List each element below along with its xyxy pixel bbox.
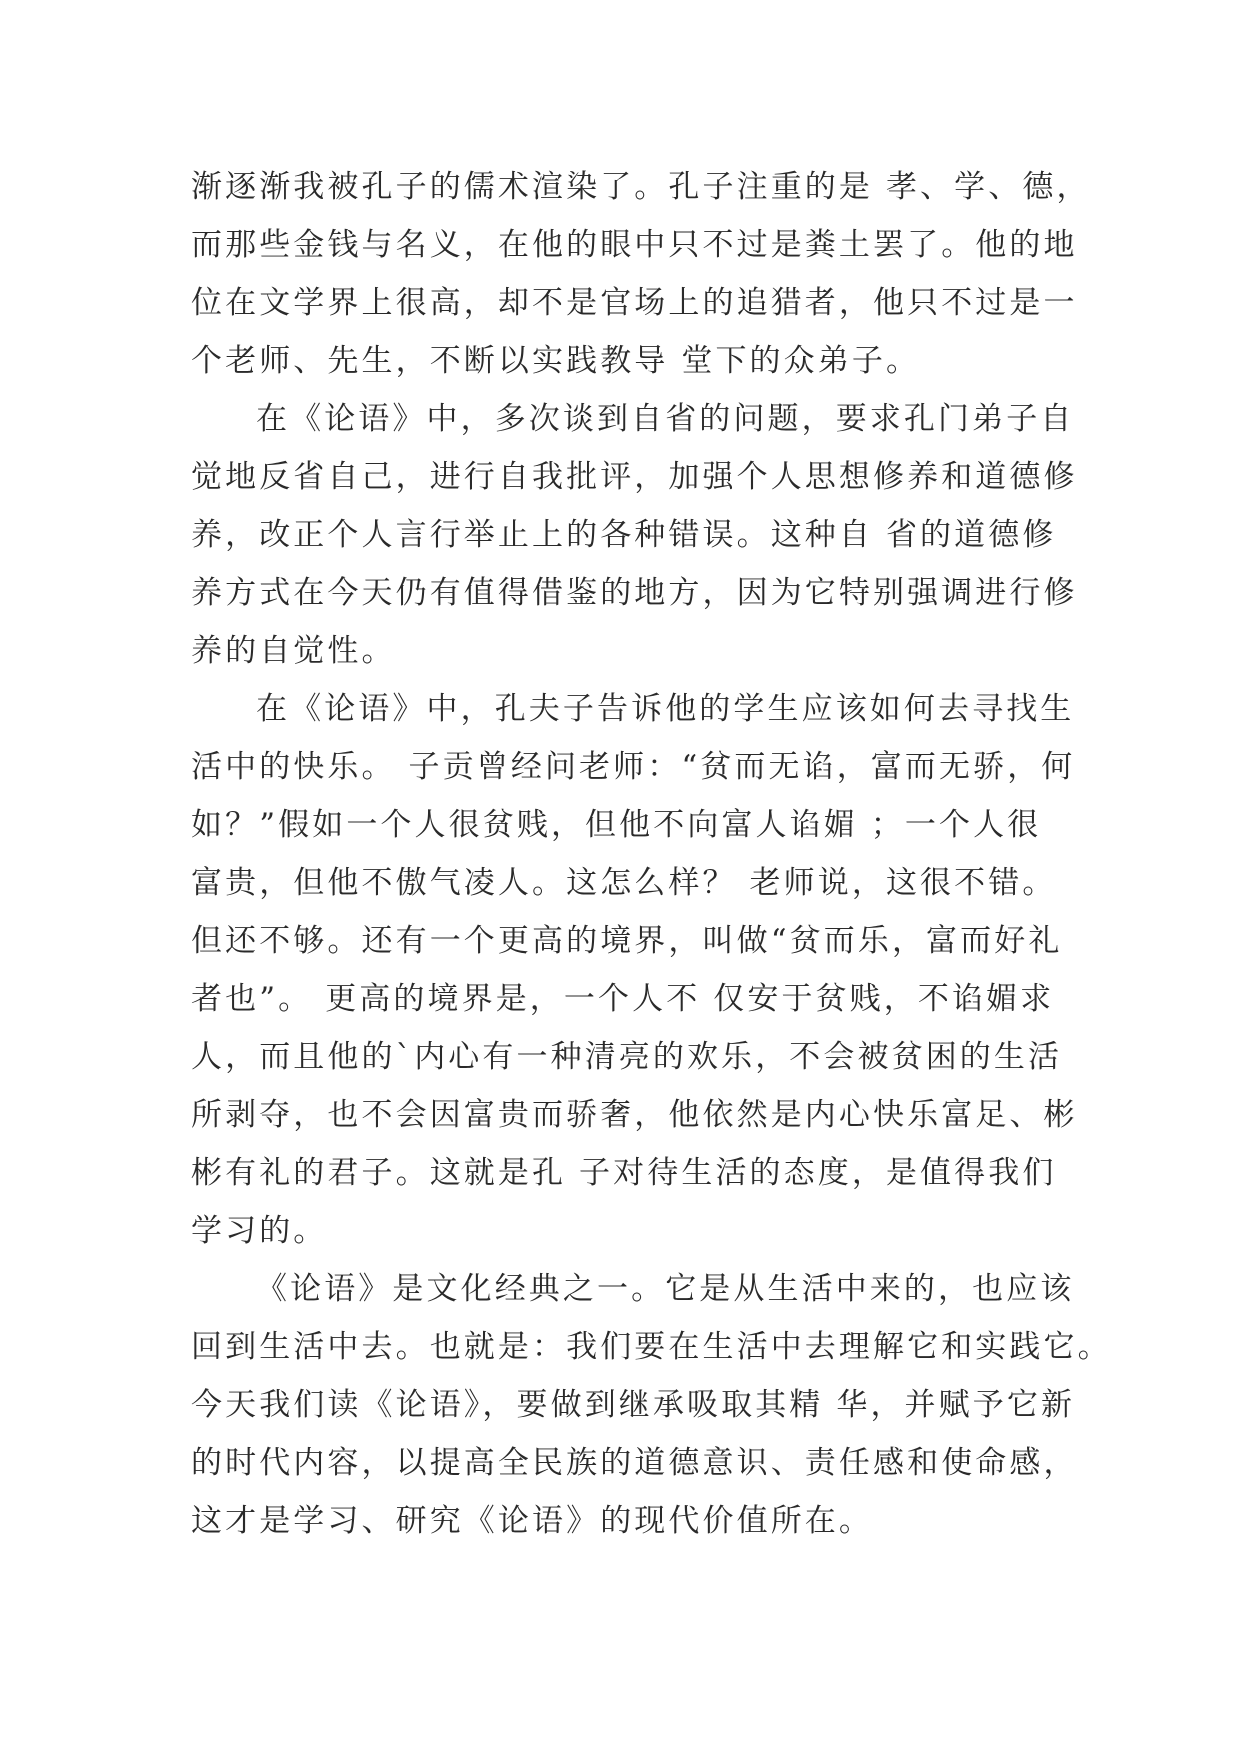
paragraph-3 [191,680,1078,1260]
text-line: 个老师、先生，不断以实践教导 堂下的众弟子。 [191,343,921,379]
text-line: 养方式在今天仍有值得借鉴的地方，因为它特别强调进行修 [191,575,1078,611]
text-line: 彬有礼的君子。这就是孔 子对待生活的态度，是值得我们 [191,1155,1057,1191]
paragraph-4 [191,1260,1112,1550]
text-line: 如？”假如一个人很贫贱，但他不向富人谄媚 ；一个人很 [191,807,1042,843]
paragraph-1 [191,158,1091,390]
text-line: 活中的快乐。 子贡曾经问老师：“贫而无谄，富而无骄，何 [191,749,1076,785]
text-line: 今天我们读《论语》，要做到继承吸取其精 华，并赋予它新 [191,1387,1076,1423]
text-line: 但还不够。还有一个更高的境界，叫做“贫而乐，富而好礼 [191,923,1063,959]
text-line: 在《论语》中，多次谈到自省的问题，要求孔门弟子自 [256,401,1075,437]
text-line: 《论语》是文化经典之一。它是从生活中来的，也应该 [256,1271,1075,1307]
text-line: 这才是学习、研究《论语》的现代价值所在。 [191,1503,873,1539]
text-line: 渐逐渐我被孔子的儒术渲染了。孔子注重的是 孝、学、德， [191,169,1091,205]
text-line: 者也”。 更高的境界是，一个人不 仅安于贫贱，不谄媚求 [191,981,1055,1017]
text-line: 学习的。 [191,1213,328,1249]
text-line: 的时代内容，以提高全民族的道德意识、责任感和使命感， [191,1445,1078,1481]
paragraph-2 [191,390,1078,680]
text-line: 所剥夺，也不会因富贵而骄奢，他依然是内心快乐富足、彬 [191,1097,1078,1133]
text-line: 养的自觉性。 [191,633,396,669]
document-body [191,158,1112,1550]
text-line: 而那些金钱与名义，在他的眼中只不过是粪土罢了。他的地 [191,227,1078,263]
text-line: 回到生活中去。也就是：我们要在生活中去理解它和实践它。 [191,1329,1112,1365]
text-line: 位在文学界上很高，却不是官场上的追猎者，他只不过是一 [191,285,1078,321]
text-line: 人，而且他的`内心有一种清亮的欢乐，不会被贫困的生活 [191,1039,1063,1075]
text-line: 觉地反省自己，进行自我批评，加强个人思想修养和道德修 [191,459,1078,495]
text-line: 养，改正个人言行举止上的各种错误。这种自 省的道德修 [191,517,1057,553]
text-line: 在《论语》中，孔夫子告诉他的学生应该如何去寻找生 [256,691,1075,727]
text-line: 富贵，但他不傲气凌人。这怎么样？ 老师说，这很不错。 [191,865,1057,901]
